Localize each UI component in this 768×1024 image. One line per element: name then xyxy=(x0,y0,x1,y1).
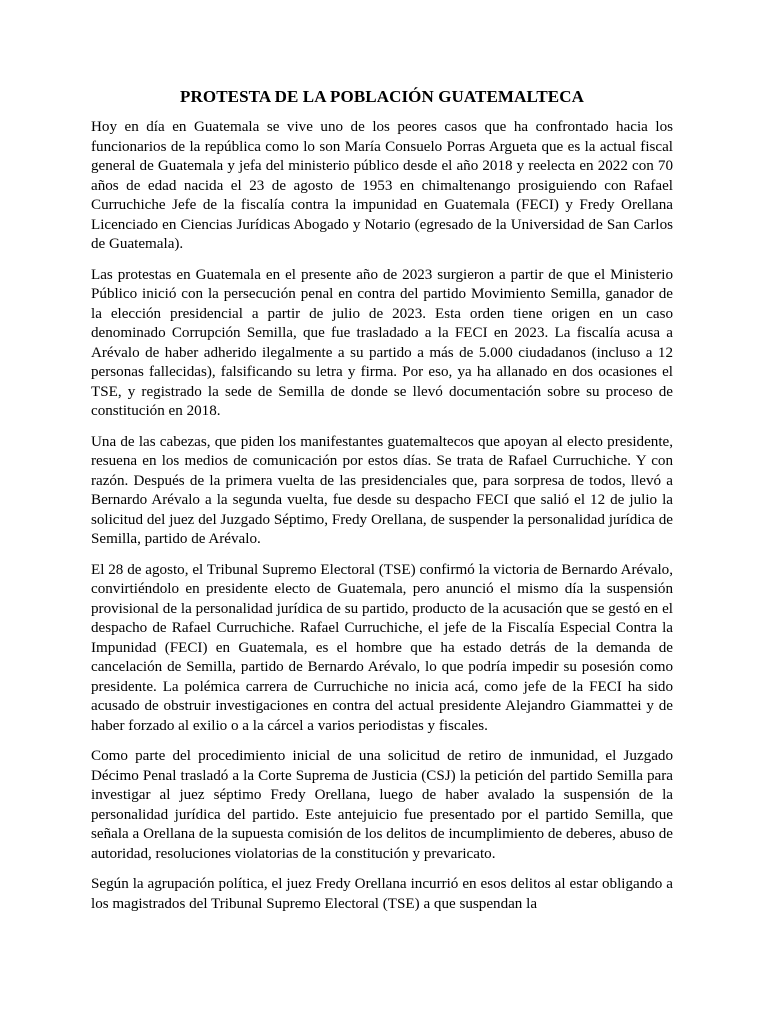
document-page xyxy=(91,86,673,925)
paragraph-2: Las protestas en Guatemala en el presente año de 2023 surgieron a partir de que el Ministerio Público inició con la persecución penal en contra del partido Movimiento Semilla, ganador de la elección presidencial a partir de julio de 2023. Esta orden tiene origen en un caso denominado Corrupción Semilla, que fue trasladado a la FECI en 2023. La fiscalía acusa a Arévalo de haber adherido ilegalmente a su partido a más de 5.000 ciudadanos (incluso a 12 personas fallecidas), falsificando su letra y firma. Por eso, ya ha allanado en dos ocasiones el TSE, y registrado la sede de Semilla de donde se llevó documentación sobre su proceso de constitución en 2018. xyxy=(91,266,673,419)
paragraph-3: Una de las cabezas, que piden los manifestantes guatemaltecos que apoyan al electo presidente, resuena en los medios de comunicación por estos días. Se trata de Rafael Curruchiche. Y con razón. Después de la primera vuelta de las presidenciales que, para sorpresa de todos, llevó a Bernardo Arévalo a la segunda vuelta, fue desde su despacho FECI que salió el 12 de julio la solicitud del juez del Juzgado Séptimo, Fredy Orellana, de suspender la personalidad jurídica de Semilla, partido de Arévalo. xyxy=(91,433,673,547)
paragraph-1: Hoy en día en Guatemala se vive uno de los peores casos que ha confrontado hacia los funcionarios de la república como lo son María Consuelo Porras Argueta que es la actual fiscal general de Guatemala y jefa del ministerio público desde el año 2018 y reelecta en 2022 con 70 años de edad nacida el 23 de agosto de 1953 en chimaltenango prosiguiendo con Rafael Curruchiche Jefe de la fiscalía contra la impunidad en Guatemala (FECI) y Fredy Orellana Licenciado en Ciencias Jurídicas Abogado y Notario (egresado de la Universidad de San Carlos de Guatemala). xyxy=(91,119,673,252)
paragraph-5: Como parte del procedimiento inicial de una solicitud de retiro de inmunidad, el Juzgado Décimo Penal trasladó a la Corte Suprema de Justicia (CSJ) la petición del partido Semilla para investigar al juez séptimo Fredy Orellana, luego de haber avalado la suspensión de la personalidad jurídica del partido. Este antejuicio fue presentado por el partido Semilla, que señala a Orellana de la supuesta comisión de los delitos de incumplimiento de deberes, abuso de autoridad, resoluciones violatorias de la constitución y prevaricato. xyxy=(91,748,673,862)
document-title: PROTESTA DE LA POBLACIÓN GUATEMALTECA xyxy=(180,87,584,106)
paragraph-4: El 28 de agosto, el Tribunal Supremo Electoral (TSE) confirmó la victoria de Bernardo Arévalo, convirtiéndolo en presidente electo de Guatemala, pero anunció el mismo día la suspensión provisional de la personalidad jurídica de su partido, producto de la acusación que se gestó en el despacho de Rafael Curruchiche. Rafael Curruchiche, el jefe de la Fiscalía Especial Contra la Impunidad (FECI) en Guatemala, es el hombre que ha estado detrás de la demanda de cancelación de Semilla, partido de Bernardo Arévalo, lo que podría impedir su posesión como presidente. La polémica carrera de Curruchiche no inicia acá, como jefe de la FECI ha sido acusado de obstruir investigaciones en contra del actual presidente Alejandro Giammattei y de haber forzado al exilio o a la cárcel a varios periodistas y fiscales. xyxy=(91,561,673,734)
paragraph-6: Según la agrupación política, el juez Fredy Orellana incurrió en esos delitos al estar obligando a los magistrados del Tribunal Supremo Electoral (TSE) a que suspendan la xyxy=(91,876,673,912)
